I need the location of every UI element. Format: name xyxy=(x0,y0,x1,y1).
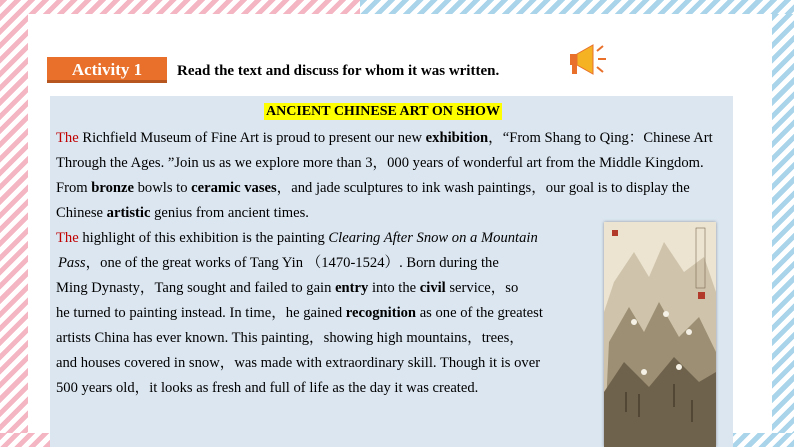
paragraph-2-line-3 xyxy=(56,276,556,301)
text-run: as one of the greatest xyxy=(416,305,543,321)
paragraph-1 xyxy=(56,126,728,226)
text-run: From xyxy=(56,180,92,196)
bold-vocab-word: bronze xyxy=(91,180,134,196)
paragraph-2-line-7: 500 years old，it looks as fresh and full of life as the day it was created. xyxy=(56,380,479,396)
bold-vocab-word: entry xyxy=(335,280,369,296)
text-run: genius from ancient times. xyxy=(150,205,309,221)
text-run: bowls to xyxy=(133,180,192,196)
red-word: The xyxy=(56,230,79,246)
right-decorative-border xyxy=(772,0,794,447)
landscape-painting-image xyxy=(604,222,716,447)
bold-vocab-word: ceramic vases xyxy=(191,180,277,196)
painting-title-italic: Pass xyxy=(58,255,86,271)
red-word: The xyxy=(56,130,79,146)
paragraph-2-line-4 xyxy=(56,301,556,326)
text-run: highlight of this exhibition is the painting xyxy=(78,230,329,246)
painting-title-italic: Clearing After Snow on a Mountain xyxy=(328,230,538,246)
text-run: he turned to painting instead. In time，he gained xyxy=(56,305,346,321)
text-run: ，and jade sculptures to ink wash paintings，our goal is to display the xyxy=(276,180,690,196)
paragraph-1-line-2: Through the Ages. ”Join us as we explore more than 3，000 years of wonderful art from the Middle Kingdom. xyxy=(56,155,704,171)
text-run: ，one of the great works of Tang Yin （1470-1524）. Born during the xyxy=(85,255,499,271)
bold-vocab-word: artistic xyxy=(106,205,151,221)
paragraph-2-line-6: and houses covered in snow，was made with extraordinary skill. Though it is over xyxy=(56,355,541,371)
paragraph-2 xyxy=(56,226,556,401)
text-run: Richfield Museum of Fine Art is proud to present our new xyxy=(78,130,426,146)
text-run: into the xyxy=(368,280,420,296)
bold-vocab-word: exhibition xyxy=(425,130,489,146)
bold-vocab-word: civil xyxy=(419,280,446,296)
paragraph-1-line-3 xyxy=(56,176,728,201)
article-title: ANCIENT CHINESE ART ON SHOW xyxy=(266,104,500,119)
activity-badge: Activity 1 xyxy=(47,57,167,83)
text-run: Chinese xyxy=(56,205,107,221)
top-decorative-border xyxy=(0,0,794,14)
megaphone-icon[interactable] xyxy=(566,41,612,77)
paragraph-2-line-1 xyxy=(56,226,556,251)
bold-vocab-word: recognition xyxy=(345,305,417,321)
instruction-text: Read the text and discuss for whom it was written. xyxy=(177,63,500,79)
left-decorative-border xyxy=(0,0,28,447)
paragraph-1-line-1 xyxy=(56,126,728,151)
text-run: Ming Dynasty，Tang sought and failed to gain xyxy=(56,280,336,296)
paragraph-2-line-5: artists China has ever known. This painting，showing high mountains，trees， xyxy=(56,330,524,346)
text-run: service，so xyxy=(445,280,519,296)
paragraph-2-line-2 xyxy=(56,251,556,276)
text-run: ，“From Shang to Qing：Chinese Art xyxy=(488,130,713,146)
